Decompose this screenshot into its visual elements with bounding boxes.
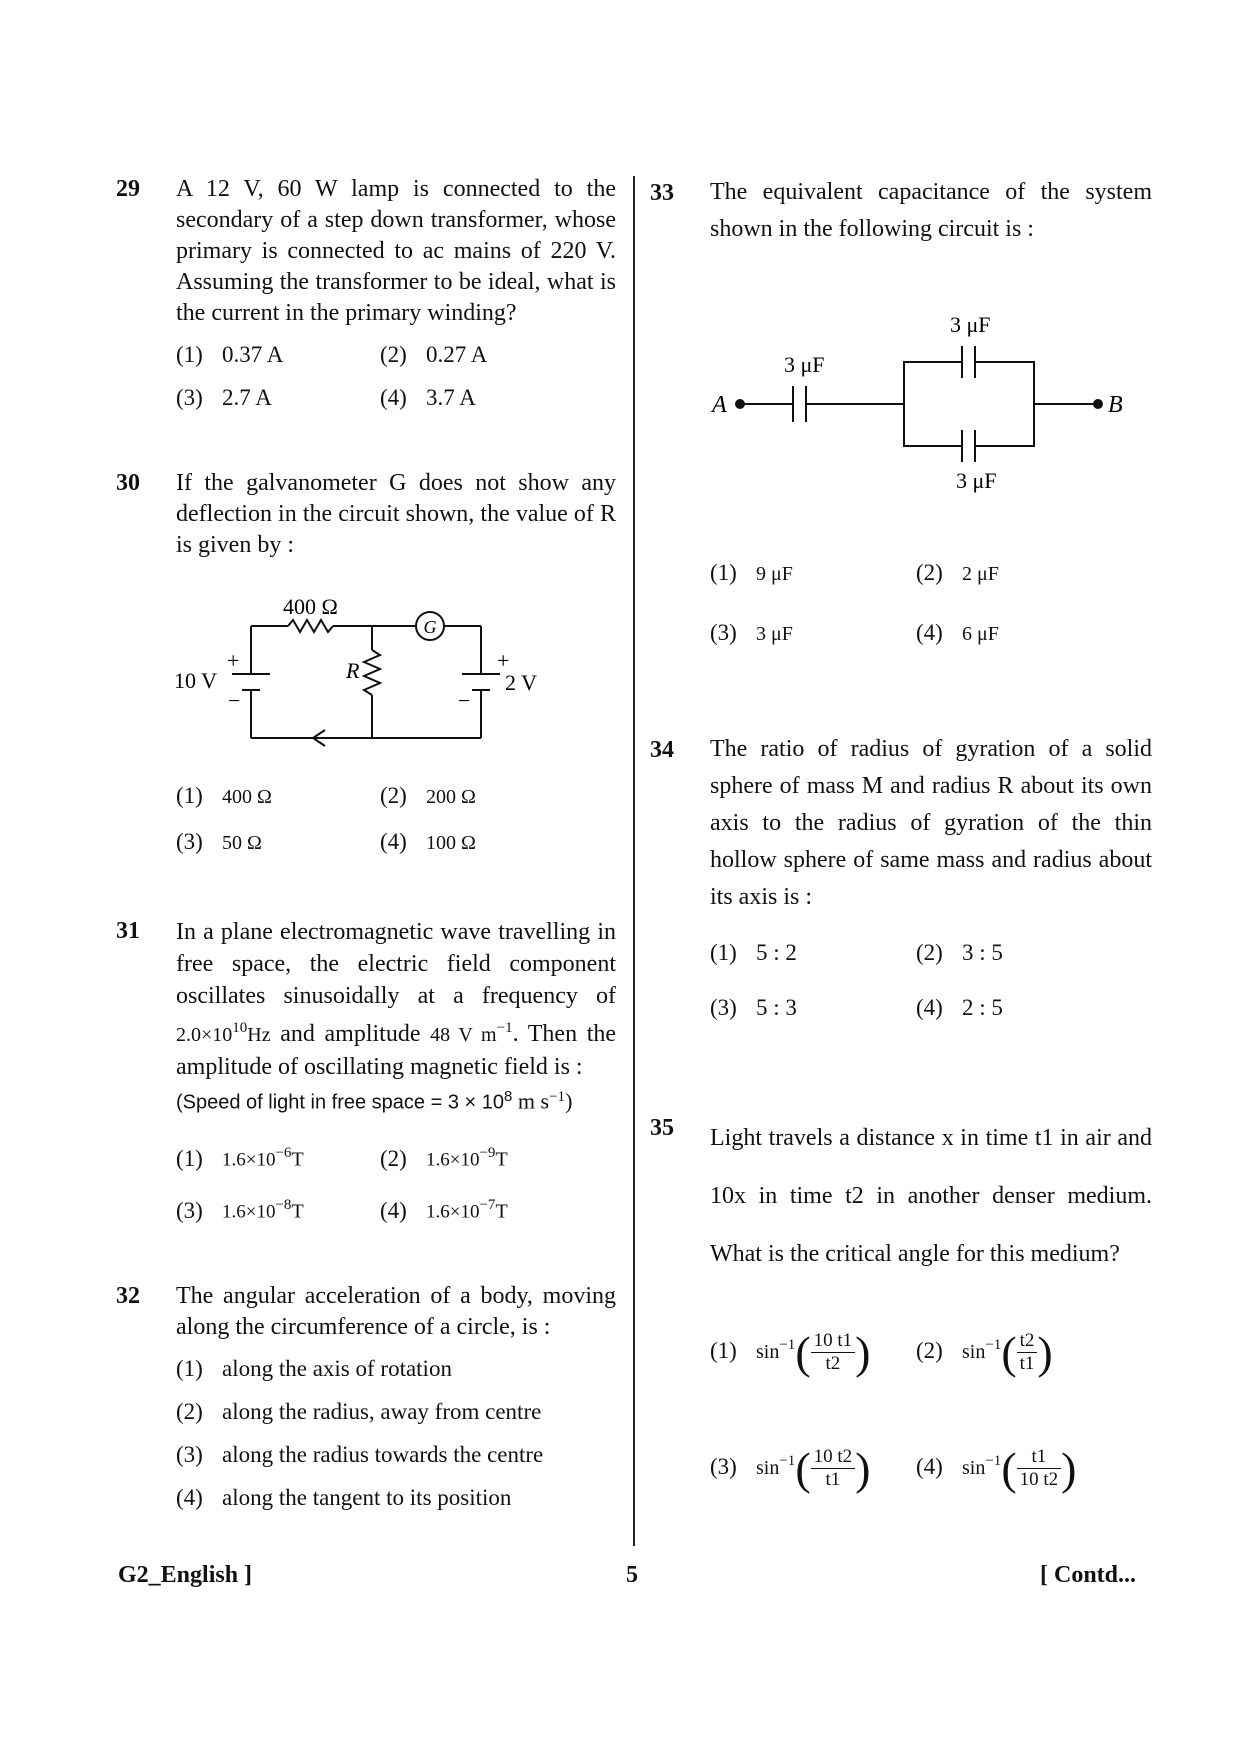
fraction-denominator: t1 xyxy=(1019,1353,1035,1374)
speed-unit: m s xyxy=(517,1088,550,1114)
frequency-unit: Hz xyxy=(247,1024,271,1046)
q34-option-4[interactable] xyxy=(916,995,1003,1021)
option-fraction xyxy=(1017,1330,1038,1375)
q35-number: 35 xyxy=(650,1115,674,1141)
q32-option-4[interactable] xyxy=(176,1485,511,1511)
q33-number: 33 xyxy=(650,180,674,206)
right-battery-label: 2 V xyxy=(505,670,537,695)
option-number: (1) xyxy=(176,1145,203,1171)
option-text: 0.37 A xyxy=(222,342,284,367)
q35-option-1[interactable]: (1) $\sin^{-1}$( $\frac{10 t1}{t2}$ ) xyxy=(710,1327,871,1378)
sin-function: sin xyxy=(756,1340,780,1363)
sin-function: sin xyxy=(756,1456,780,1479)
option-number: (3) xyxy=(176,829,203,854)
q32-option-3[interactable] xyxy=(176,1442,543,1468)
option-number: (2) xyxy=(176,1399,203,1424)
speed-note-text: (Speed of light in free space = 3 × 10 xyxy=(176,1091,504,1114)
option-number: (1) xyxy=(710,560,737,585)
q32-number: 32 xyxy=(116,1283,140,1309)
option-unit: T xyxy=(495,1200,508,1223)
option-mantissa: 1.6×10 xyxy=(222,1201,276,1223)
speed-close: ) xyxy=(565,1088,573,1114)
q31-number: 31 xyxy=(116,918,140,944)
option-number: (2) xyxy=(380,1145,407,1171)
option-exponent: −7 xyxy=(479,1197,496,1213)
terminal-a-label: A xyxy=(712,392,727,418)
option-unit: T xyxy=(495,1148,508,1171)
option-number: (3) xyxy=(176,385,203,410)
option-number: (4) xyxy=(380,829,407,854)
option-number: (1) xyxy=(710,940,737,965)
option-exponent: −8 xyxy=(275,1197,292,1213)
fraction-numerator: 10 t2 xyxy=(811,1446,856,1469)
right-minus-sign: − xyxy=(458,688,471,713)
sin-function: sin xyxy=(962,1456,986,1479)
footer-continued: [ Contd... xyxy=(1040,1562,1137,1588)
q33-option-3[interactable] xyxy=(710,620,793,646)
q32-option-1[interactable] xyxy=(176,1356,452,1382)
amplitude-exponent: −1 xyxy=(496,1020,513,1036)
q29-option-1[interactable] xyxy=(176,342,283,368)
option-number: (3) xyxy=(710,1453,737,1479)
fraction-numerator: 10 t1 xyxy=(811,1330,856,1353)
option-exponent: −9 xyxy=(479,1145,496,1161)
option-text: 2 : 5 xyxy=(962,995,1003,1020)
q31-option-1[interactable] xyxy=(176,1145,304,1172)
q30-number: 30 xyxy=(116,470,140,496)
option-text: 3 : 5 xyxy=(962,940,1003,965)
galvanometer-circuit-diagram xyxy=(160,586,560,756)
sin-exponent: −1 xyxy=(985,1337,1002,1354)
option-number: (2) xyxy=(916,1337,943,1363)
galvanometer-label: G xyxy=(423,617,437,637)
q35-option-3[interactable]: (3) $\sin^{-1}$( $\frac{10 t2}{t1}$ ) xyxy=(710,1443,871,1494)
q30-text: If the galvanometer G does not show any deflection in the circuit shown, the value of R is given by : xyxy=(176,470,616,558)
q30-option-1[interactable] xyxy=(176,783,272,809)
option-text: along the axis of rotation xyxy=(222,1356,452,1381)
option-number: (2) xyxy=(916,560,943,585)
option-number: (4) xyxy=(380,1197,407,1223)
q34-number: 34 xyxy=(650,737,674,763)
sin-exponent: −1 xyxy=(985,1453,1002,1470)
option-text: 0.27 A xyxy=(426,342,488,367)
option-number: (3) xyxy=(176,1197,203,1223)
q35-option-2[interactable]: (2) $\sin^{-1}$( $\frac{t2}{t1}$ ) xyxy=(916,1327,1053,1378)
q29-number: 29 xyxy=(116,176,140,202)
q29-option-4[interactable] xyxy=(380,385,476,411)
q32-option-2[interactable] xyxy=(176,1399,541,1425)
option-number: (2) xyxy=(380,342,407,367)
option-text: 3.7 A xyxy=(426,385,476,410)
option-text: 400 Ω xyxy=(222,786,272,808)
q29-option-2[interactable] xyxy=(380,342,487,368)
footer-booklet-code: G2_English ] xyxy=(118,1562,253,1588)
sin-exponent: −1 xyxy=(779,1453,796,1470)
q31-text-b: and amplitude xyxy=(280,1021,421,1047)
option-number: (2) xyxy=(916,940,943,965)
speed-exponent: 8 xyxy=(504,1088,513,1105)
q34-option-2[interactable] xyxy=(916,940,1003,966)
q33-text: The equivalent capacitance of the system shown in the following circuit is : xyxy=(710,179,1152,242)
footer-page-number: 5 xyxy=(626,1562,638,1588)
frequency-mantissa: 2.0×10 xyxy=(176,1024,233,1046)
q31-text-a: In a plane electromagnetic wave travelling in free space, the electric field component oscillates sinusoidally at a frequency of xyxy=(176,919,616,1009)
option-exponent: −6 xyxy=(275,1145,292,1161)
option-number: (4) xyxy=(380,385,407,410)
capacitor-2-label: 3 μF xyxy=(950,312,991,337)
q31-option-3[interactable] xyxy=(176,1197,304,1224)
capacitor-3-label: 3 μF xyxy=(956,468,997,493)
q31-text-c: . Then the amplitude of oscillating magnetic field is : xyxy=(176,1021,617,1080)
q31-text xyxy=(176,916,616,1083)
option-text: along the radius towards the centre xyxy=(222,1442,544,1467)
option-text: 3 μF xyxy=(756,623,793,645)
q30-option-2[interactable] xyxy=(380,783,476,809)
option-fraction xyxy=(1017,1446,1062,1491)
fraction-denominator: t2 xyxy=(825,1353,841,1374)
q31-option-4[interactable] xyxy=(380,1197,508,1224)
option-unit: T xyxy=(291,1200,304,1223)
capacitor-circuit-diagram xyxy=(700,300,1140,500)
option-text: 5 : 3 xyxy=(756,995,797,1020)
fraction-denominator: t1 xyxy=(825,1469,841,1490)
option-text: along the tangent to its position xyxy=(222,1485,512,1510)
resistor-r-label: R xyxy=(346,658,360,683)
option-text: 100 Ω xyxy=(426,832,476,854)
option-number: (3) xyxy=(710,620,737,645)
option-number: (3) xyxy=(710,995,737,1020)
q32-text: The angular acceleration of a body, moving along the circumference of a circle, is : xyxy=(176,1283,616,1340)
left-minus-sign: − xyxy=(228,688,241,713)
q35-option-4[interactable]: (4) $\sin^{-1}$( $\frac{t1}{10 t2}$ ) xyxy=(916,1443,1077,1494)
option-fraction xyxy=(811,1330,856,1375)
option-number: (1) xyxy=(176,1356,203,1381)
q30-option-4[interactable] xyxy=(380,829,476,855)
capacitor-1-label: 3 μF xyxy=(784,352,825,377)
option-mantissa: 1.6×10 xyxy=(222,1149,276,1171)
top-resistor-label: 400 Ω xyxy=(283,594,338,619)
q30-option-3[interactable] xyxy=(176,829,262,855)
option-number: (4) xyxy=(916,1453,943,1479)
q34-option-3[interactable] xyxy=(710,995,797,1021)
q33-option-1[interactable] xyxy=(710,560,793,586)
q34-option-1[interactable] xyxy=(710,940,797,966)
option-mantissa: 1.6×10 xyxy=(426,1201,480,1223)
option-number: (4) xyxy=(916,995,943,1020)
option-fraction xyxy=(811,1446,856,1491)
option-text: 2.7 A xyxy=(222,385,272,410)
frequency-exponent: 10 xyxy=(232,1020,248,1036)
q34-text: The ratio of radius of gyration of a solid sphere of mass M and radius R about its own axis to the radius of gyration of the thin hollow sphere of same mass and radius about its axis is : xyxy=(710,736,1152,910)
fraction-denominator: 10 t2 xyxy=(1019,1469,1059,1490)
q31-option-2[interactable] xyxy=(380,1145,508,1172)
option-text: 5 : 2 xyxy=(756,940,797,965)
q29-text: A 12 V, 60 W lamp is connected to the secondary of a step down transformer, whose primary is connected to ac mains of 220 V. Assuming the transformer to be ideal, what is the current in the primary winding? xyxy=(176,176,616,326)
column-divider xyxy=(633,176,635,1546)
option-number: (2) xyxy=(380,783,407,808)
option-number: (1) xyxy=(176,342,203,367)
option-number: (3) xyxy=(176,1442,203,1467)
option-text: 50 Ω xyxy=(222,832,262,854)
option-number: (4) xyxy=(916,620,943,645)
left-plus-sign: + xyxy=(227,648,240,673)
option-mantissa: 1.6×10 xyxy=(426,1149,480,1171)
sin-exponent: −1 xyxy=(779,1337,796,1354)
q35-text: Light travels a distance x in time t1 in air and 10x in time t2 in another denser medium. What is the critical angle for this medium? xyxy=(710,1125,1152,1267)
q33-option-2[interactable] xyxy=(916,560,999,586)
option-unit: T xyxy=(291,1148,304,1171)
option-text: 200 Ω xyxy=(426,786,476,808)
option-text: 9 μF xyxy=(756,563,793,585)
q29-option-3[interactable] xyxy=(176,385,272,411)
fraction-numerator: t1 xyxy=(1017,1446,1062,1469)
q33-option-4[interactable] xyxy=(916,620,999,646)
amplitude-value: 48 V m xyxy=(430,1024,497,1046)
right-plus-sign: + xyxy=(497,648,510,673)
option-text: 2 μF xyxy=(962,563,999,585)
left-battery-label: 10 V xyxy=(174,668,217,693)
sin-function: sin xyxy=(962,1340,986,1363)
option-number: (1) xyxy=(710,1337,737,1363)
fraction-numerator: t2 xyxy=(1017,1330,1038,1353)
speed-of-light-note xyxy=(176,1088,572,1115)
speed-unit-exponent: −1 xyxy=(549,1089,566,1105)
option-number: (1) xyxy=(176,783,203,808)
option-number: (4) xyxy=(176,1485,203,1510)
option-text: 6 μF xyxy=(962,623,999,645)
option-text: along the radius, away from centre xyxy=(222,1399,542,1424)
terminal-b-label: B xyxy=(1108,392,1123,418)
